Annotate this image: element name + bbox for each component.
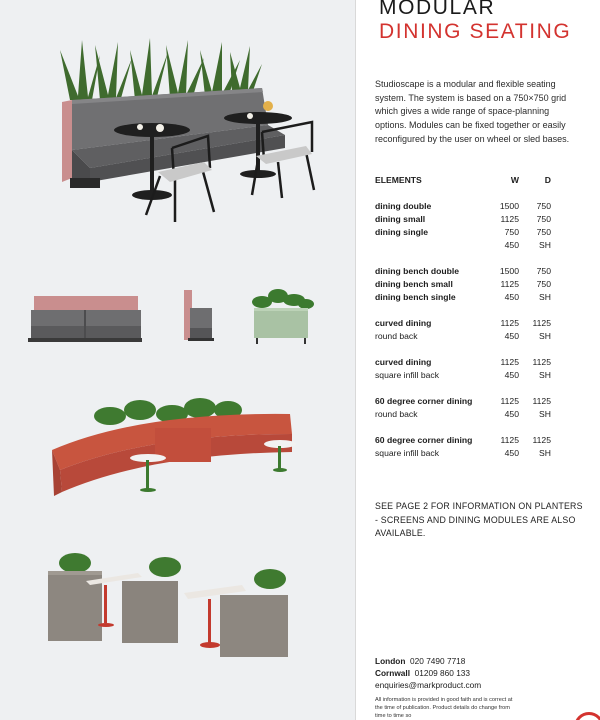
- element-row: [375, 291, 551, 304]
- element-depth: SH: [539, 331, 551, 341]
- group-spacer: [375, 252, 551, 265]
- element-row: [375, 447, 551, 460]
- element-depth: SH: [539, 409, 551, 419]
- contact-block: [375, 655, 481, 691]
- element-depth: 750: [536, 201, 551, 211]
- photo-bench-side: [180, 288, 220, 348]
- element-width: 1500: [499, 201, 519, 211]
- element-depth: SH: [539, 448, 551, 458]
- elements-table: [375, 174, 551, 460]
- photo-dining-booth: [0, 0, 355, 235]
- element-row: [375, 408, 551, 421]
- element-name: square infill back: [375, 370, 440, 380]
- element-name: dining single: [375, 227, 428, 237]
- element-depth: 1125: [532, 357, 551, 367]
- element-width: 450: [504, 448, 519, 458]
- cornwall-phone: 01209 860 133: [414, 668, 471, 678]
- element-depth: 750: [536, 214, 551, 224]
- element-name: 60 degree corner dining: [375, 396, 473, 406]
- london-phone: 020 7490 7718: [410, 656, 466, 666]
- disclaimer-text: All information is provided in good faith and is correct at the time of publication. Product details do change from time to time so: [375, 697, 513, 719]
- element-row: [375, 265, 551, 278]
- group-spacer: [375, 304, 551, 317]
- element-name: round back: [375, 331, 418, 341]
- element-width: 1125: [500, 435, 519, 445]
- photo-green-planter: [248, 288, 318, 348]
- element-name: curved dining: [375, 318, 432, 328]
- group-spacer: [375, 382, 551, 395]
- header-width: W: [510, 175, 519, 185]
- element-depth: 750: [536, 279, 551, 289]
- element-row: [375, 434, 551, 447]
- contact-cornwall: [375, 667, 481, 679]
- element-name: dining bench single: [375, 292, 456, 302]
- element-row: [375, 356, 551, 369]
- element-name: round back: [375, 409, 418, 419]
- brand-mark-icon: [574, 712, 600, 720]
- planters-note: SEE PAGE 2 FOR INFORMATION ON PLANTERS - SCREENS AND DINING MODULES ARE ALSO AVAILABLE.: [375, 501, 583, 538]
- element-name: curved dining: [375, 357, 432, 367]
- group-spacer: [375, 187, 551, 200]
- element-width: 450: [504, 331, 519, 341]
- element-row: [375, 200, 551, 213]
- element-width: 450: [504, 409, 519, 419]
- element-row: [375, 317, 551, 330]
- element-depth: 1125: [532, 396, 551, 406]
- photo-stone-booths: [0, 545, 355, 675]
- element-row: [375, 226, 551, 239]
- element-width: 1125: [500, 396, 519, 406]
- element-width: 450: [504, 370, 519, 380]
- element-row: [375, 369, 551, 382]
- element-depth: 750: [536, 227, 551, 237]
- element-row: [375, 330, 551, 343]
- element-width: 450: [504, 240, 519, 250]
- element-depth: SH: [539, 292, 551, 302]
- element-row: [375, 395, 551, 408]
- spec-panel: [356, 0, 600, 720]
- element-width: 1125: [500, 279, 519, 289]
- cornwall-label: Cornwall: [375, 668, 411, 678]
- photo-curved-booth: [0, 392, 355, 512]
- element-depth: 1125: [532, 318, 551, 328]
- element-row: [375, 239, 551, 252]
- element-width: 1500: [499, 266, 519, 276]
- element-width: 450: [504, 292, 519, 302]
- element-row: [375, 213, 551, 226]
- element-name: dining small: [375, 214, 426, 224]
- element-name: 60 degree corner dining: [375, 435, 473, 445]
- group-spacer: [375, 421, 551, 434]
- element-width: 1125: [500, 357, 519, 367]
- element-name: dining bench double: [375, 266, 460, 276]
- group-spacer: [375, 343, 551, 356]
- element-name: dining double: [375, 201, 432, 211]
- element-width: 1125: [500, 318, 519, 328]
- london-label: London: [375, 656, 406, 666]
- element-depth: 750: [536, 266, 551, 276]
- photo-bench: [28, 292, 148, 352]
- contact-email[interactable]: enquiries@markproduct.com: [375, 680, 482, 690]
- element-name: [375, 239, 487, 252]
- element-width: 750: [504, 227, 519, 237]
- element-depth: 1125: [532, 435, 551, 445]
- element-depth: SH: [539, 370, 551, 380]
- element-depth: SH: [539, 240, 551, 250]
- element-width: 1125: [500, 214, 519, 224]
- element-name: dining bench small: [375, 279, 453, 289]
- intro-paragraph: Studioscape is a modular and flexible seating system. The system is based on a 750×750 grid which gives a wide range of space-planning options. Modules can be fixed together or easily reconfigured by the user on wheel or sled bases.: [375, 79, 570, 144]
- elements-table-header: [375, 174, 551, 187]
- header-depth: D: [544, 175, 551, 185]
- page-title-line1: MODULAR: [379, 0, 496, 19]
- element-row: [375, 278, 551, 291]
- contact-london: [375, 655, 481, 667]
- header-elements: ELEMENTS: [375, 175, 422, 185]
- page-title-line2: DINING SEATING: [379, 20, 572, 43]
- element-name: square infill back: [375, 448, 440, 458]
